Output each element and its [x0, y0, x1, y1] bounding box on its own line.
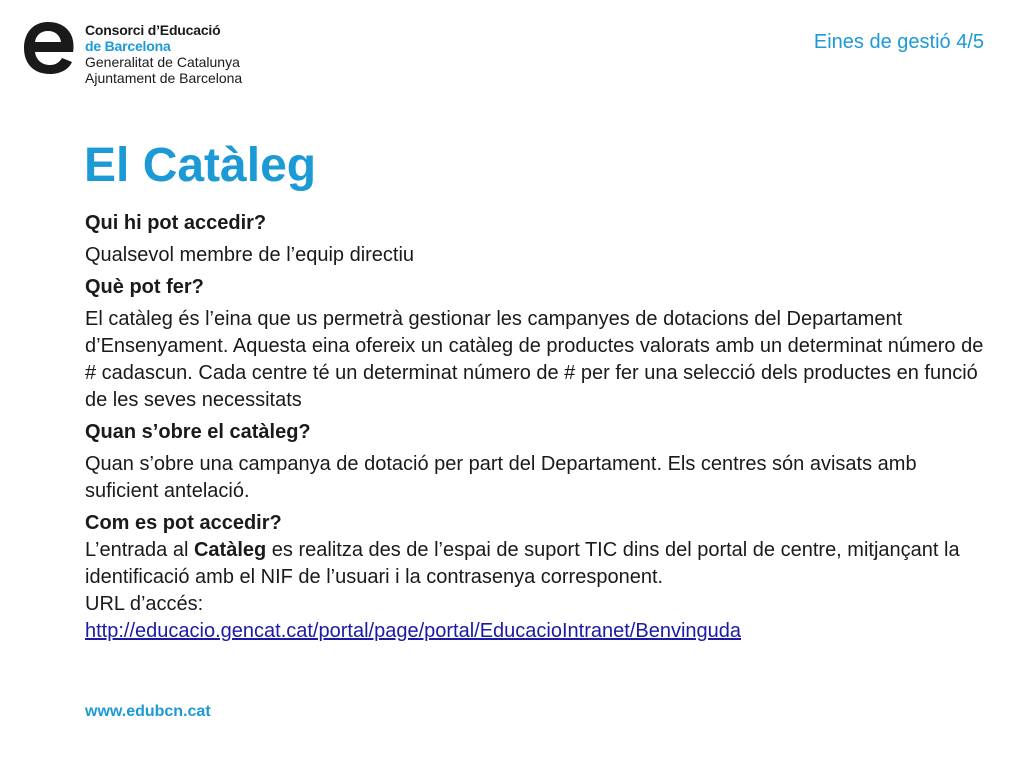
answer-what-can-do: El catàleg és l’eina que us permetrà gestionar les campanyes de dotacions del Departament d’Ensenyament. Aquesta eina ofereix un catàleg de productes valorats amb un determinat número de # cadascun. Cada centre té un determinat número de # per fer una selecció dels productes en funció de les seves necessitats — [85, 308, 984, 411]
slide-content — [85, 210, 985, 645]
organization-logo-text — [85, 22, 242, 86]
footer-website: www.edubcn.cat — [85, 703, 211, 720]
access-url-link[interactable]: http://educacio.gencat.cat/portal/page/portal/EducacioIntranet/Benvinguda — [85, 620, 742, 642]
answer-how-access-pre: L’entrada al — [85, 539, 194, 561]
logo-line-ajuntament: Ajuntament de Barcelona — [85, 70, 243, 86]
logo-line-generalitat: Generalitat de Catalunya — [85, 54, 240, 70]
answer-how-access — [85, 537, 985, 591]
logo-line-consorci: Consorci d’Educació — [85, 22, 221, 38]
page-title: El Catàleg — [84, 139, 317, 192]
consorci-e-logo-icon — [22, 20, 74, 76]
answer-how-access-bold: Catàleg — [193, 539, 267, 561]
url-label: URL d’accés: — [85, 593, 204, 615]
url-line — [85, 618, 985, 645]
answer-how-access-post: es realitza des de l’espai de suport TIC dins del portal de centre, mitjançant la identificació amb el NIF de l’usuari i la contrasenya corresponent. — [85, 539, 960, 588]
answer-when-opens: Quan s’obre una campanya de dotació per part del Departament. Els centres són avisats amb suficient antelació. — [85, 453, 917, 502]
answer-who-access: Qualsevol membre de l’equip directiu — [85, 244, 415, 266]
question-when-opens: Quan s’obre el catàleg? — [85, 421, 311, 443]
question-who-access: Qui hi pot accedir? — [85, 212, 267, 234]
question-how-access: Com es pot accedir? — [85, 512, 282, 534]
slide-counter: Eines de gestió 4/5 — [813, 31, 984, 53]
logo-line-barcelona: de Barcelona — [85, 38, 171, 54]
question-what-can-do: Què pot fer? — [85, 276, 204, 298]
